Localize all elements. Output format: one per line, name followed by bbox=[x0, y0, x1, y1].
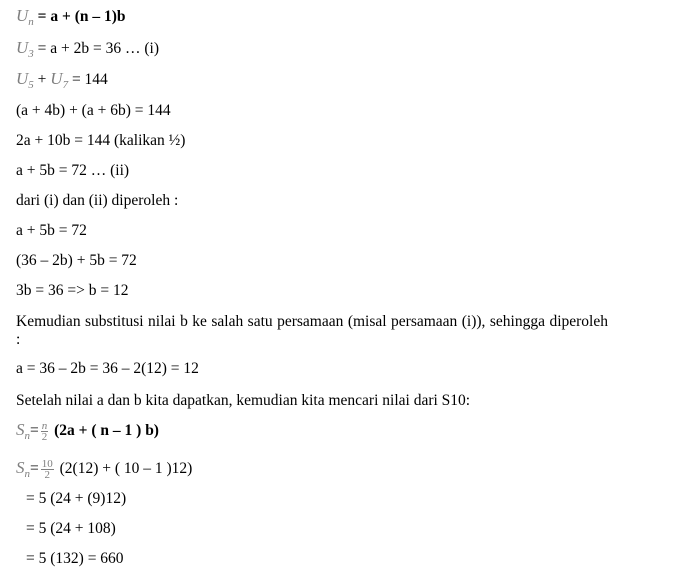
formula-un-expression: = a + (n – 1)b bbox=[37, 8, 126, 25]
equation-u3-expression: = a + 2b = 36 … (i) bbox=[37, 40, 160, 57]
formula-sn bbox=[16, 421, 159, 445]
step-substitute-2: (36 – 2b) + 5b = 72 bbox=[16, 252, 137, 269]
step-sn-substitute bbox=[16, 459, 192, 483]
text-dari: dari (i) dan (ii) diperoleh : bbox=[16, 192, 179, 209]
symbol-sn: $S_n$ bbox=[16, 420, 30, 443]
fraction-10-over-2: $\frac{10}{2}$ bbox=[41, 458, 53, 481]
step-substitute-1: a + 5b = 72 bbox=[16, 222, 87, 239]
paragraph-setelah: Setelah nilai a dan b kita dapatkan, kemudian kita mencari nilai dari S10: bbox=[16, 392, 471, 409]
step-sum: 2a + 10b = 144 (kalikan ½) bbox=[16, 132, 186, 149]
equation-u5-u7 bbox=[16, 70, 108, 94]
fraction-n-over-2: $\frac{n}{2}$ bbox=[41, 420, 48, 443]
step-expand: (a + 4b) + (a + 6b) = 144 bbox=[16, 102, 171, 119]
symbol-sn: $S_n$ bbox=[16, 458, 30, 481]
equation-u5-u7-expression: = 144 bbox=[71, 71, 108, 88]
step-result-1: = 5 (24 + (9)12) bbox=[26, 490, 127, 507]
formula-sn-expression: (2a + ( n – 1 ) b) bbox=[54, 422, 159, 440]
equation-ii: a + 5b = 72 … (ii) bbox=[16, 162, 130, 179]
equation-u3 bbox=[16, 39, 159, 63]
step-result-final: = 5 (132) = 660 bbox=[26, 550, 124, 567]
formula-un bbox=[16, 7, 126, 31]
plus-sign: + bbox=[37, 71, 47, 88]
step-solve-b: 3b = 36 => b = 12 bbox=[16, 282, 129, 299]
symbol-u: $U_n$ bbox=[16, 6, 34, 28]
paragraph-kemudian: Kemudian substitusi nilai b ke salah satu persamaan (misal persamaan (i)), sehingga diperoleh : bbox=[16, 313, 608, 348]
equals-sign: = bbox=[30, 422, 39, 440]
step-result-2: = 5 (24 + 108) bbox=[26, 520, 116, 537]
step-sn-substitute-expression: (2(12) + ( 10 – 1 )12) bbox=[59, 460, 193, 478]
step-solve-a: a = 36 – 2b = 36 – 2(12) = 12 bbox=[16, 360, 199, 377]
symbol-u5: $U_5$ bbox=[16, 69, 34, 91]
symbol-u3: $U_3$ bbox=[16, 38, 34, 60]
equals-sign: = bbox=[30, 460, 39, 478]
symbol-u7: $U_7$ bbox=[50, 69, 69, 91]
